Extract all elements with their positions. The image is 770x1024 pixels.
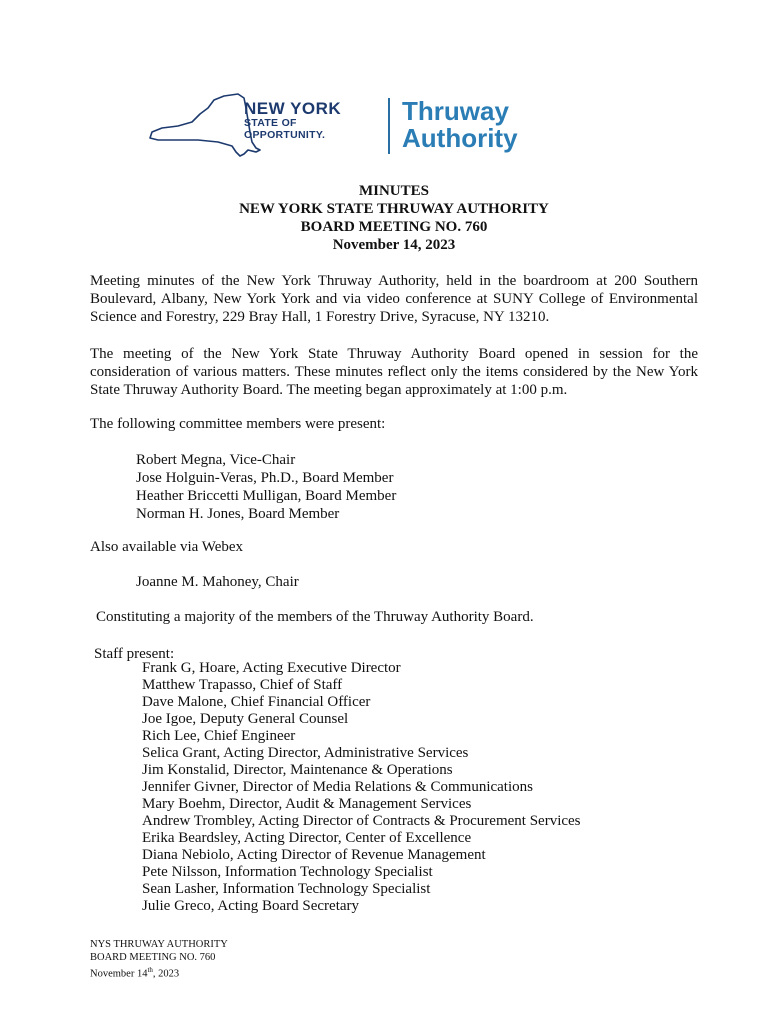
nys-line2: STATE OF: [244, 117, 297, 129]
list-item: Mary Boehm, Director, Audit & Management Services: [142, 796, 472, 812]
list-item: Erika Beardsley, Acting Director, Center of Excellence: [142, 830, 472, 846]
logo-divider: [388, 98, 390, 154]
document-title: [0, 182, 770, 254]
present-heading: The following committee members were present:: [90, 416, 386, 432]
list-item: Pete Nilsson, Information Technology Specialist: [142, 864, 433, 880]
list-item: Matthew Trapasso, Chief of Staff: [142, 677, 343, 693]
list-item: Joanne M. Mahoney, Chair: [136, 574, 299, 590]
footer-date-suffix-sup: th: [147, 966, 153, 974]
webex-members-list: [136, 573, 299, 591]
list-item: Jim Konstalid, Director, Maintenance & Operations: [142, 762, 453, 778]
thruway-wordmark: [402, 98, 518, 152]
majority-statement: Constituting a majority of the members of the Thruway Authority Board.: [96, 609, 534, 625]
thruway-line1: Thruway: [402, 96, 509, 126]
list-item: Robert Megna, Vice-Chair: [136, 452, 296, 468]
opening-paragraph: The meeting of the New York State Thruway Authority Board opened in session for the consideration of various matters. These minutes reflect only the items considered by the New York State Thruway Authority Board. The meeting began approximately at 1:00 p.m.: [90, 346, 698, 398]
list-item: Rich Lee, Chief Engineer: [142, 728, 296, 744]
nys-line3: OPPORTUNITY.: [244, 128, 326, 141]
staff-list: [142, 660, 581, 915]
list-item: Joe Igoe, Deputy General Counsel: [142, 711, 349, 727]
members-list: [136, 451, 396, 523]
list-item: Andrew Trombley, Acting Director of Contracts & Procurement Services: [142, 813, 581, 829]
nys-wordmark: [244, 100, 341, 140]
thruway-line2: Authority: [402, 123, 518, 153]
intro-paragraph: Meeting minutes of the New York Thruway Authority, held in the boardroom at 200 Southern Boulevard, Albany, New York York and via video conference at SUNY College of Environmental Science and Forestry, 229 Bray Hall, 1 Forestry Drive, Syracuse, NY 13210.: [90, 273, 698, 325]
page-footer: [90, 938, 228, 981]
list-item: Jose Holguin-Veras, Ph.D., Board Member: [136, 470, 394, 486]
list-item: Julie Greco, Acting Board Secretary: [142, 898, 360, 914]
list-item: Sean Lasher, Information Technology Specialist: [142, 881, 431, 897]
footer-line2: BOARD MEETING NO. 760: [90, 952, 216, 963]
list-item: Dave Malone, Chief Financial Officer: [142, 694, 371, 710]
title-line3: BOARD MEETING NO. 760: [300, 219, 488, 235]
list-item: Heather Briccetti Mulligan, Board Member: [136, 488, 397, 504]
webex-heading: Also available via Webex: [90, 539, 244, 555]
footer-date-year: , 2023: [152, 968, 180, 980]
nys-line1: NEW YORK: [244, 99, 342, 118]
list-item: Selica Grant, Acting Director, Administrative Services: [142, 745, 469, 761]
title-line2: NEW YORK STATE THRUWAY AUTHORITY: [239, 201, 549, 217]
title-line1: MINUTES: [358, 183, 429, 199]
title-line4: November 14, 2023: [332, 237, 456, 253]
list-item: Jennifer Givner, Director of Media Relations & Communications: [142, 779, 533, 795]
list-item: Diana Nebiolo, Acting Director of Revenue Management: [142, 847, 486, 863]
footer-date-prefix: November 14: [90, 968, 148, 980]
footer-line1: NYS THRUWAY AUTHORITY: [90, 939, 228, 950]
list-item: Frank G, Hoare, Acting Executive Director: [142, 660, 401, 676]
list-item: Norman H. Jones, Board Member: [136, 506, 340, 522]
header-logo: [148, 92, 578, 158]
footer-line3: [90, 964, 228, 981]
staff-heading: Staff present:: [94, 646, 175, 662]
